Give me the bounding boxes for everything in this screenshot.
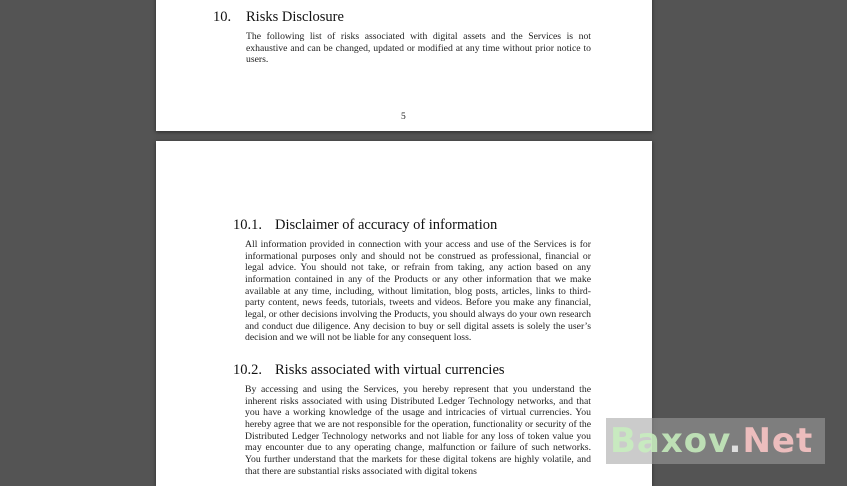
page-number: 5	[401, 112, 406, 122]
section-body-paragraph: All information provided in connection with your access and use of the Services is for informational purposes only and should not be construed as professional, financial or legal advice. You should not take, or refrain from taking, any action based on any information contained in any of the Products or any other information that we make available at any time, including, without limitation, blog posts, articles, links to third-party content, news feeds, tutorials, tweets and videos. Before you make any financial, legal, or other decisions involving the Products, you should always do your own research and conduct due diligence. Any decision to buy or sell digital assets is solely the user’s decision and we will not be liable for any consequent loss.	[245, 239, 591, 344]
document-page-5	[156, 0, 652, 131]
watermark-text-2: .	[728, 421, 743, 461]
section-title: Disclaimer of accuracy of information	[275, 217, 498, 233]
section-body-paragraph: The following list of risks associated with digital assets and the Services is not exhaustive and can be changed, updated or modified at any time without prior notice to users.	[246, 31, 591, 66]
section-title: Risks Disclosure	[246, 9, 344, 25]
watermark-text-3: Net	[742, 421, 814, 461]
section-number: 10.2.	[233, 362, 262, 378]
section-body-paragraph: By accessing and using the Services, you hereby represent that you understand the inherent risks associated with using Distributed Ledger Technology networks, and that you have a working knowledge of the usage and intricacies of virtual currencies. You hereby agree that we are not responsible for the operation, functionality or security of the Distributed Ledger Technology networks and not liable for any loss of token value you may encounter due to any operating change, malfunction or failure of such networks. You further understand that the markets for these digital tokens are highly volatile, and that there are substantial risks associated with digital tokens	[245, 384, 591, 477]
watermark-logo	[606, 418, 825, 464]
section-number: 10.	[213, 9, 232, 25]
watermark-text-1: Baxov	[610, 421, 729, 461]
section-heading-10	[213, 8, 344, 26]
section-heading-10-2	[233, 361, 505, 379]
document-page-6	[156, 141, 652, 486]
section-title: Risks associated with virtual currencies	[275, 362, 505, 378]
section-heading-10-1	[233, 216, 497, 234]
section-number: 10.1.	[233, 217, 262, 233]
